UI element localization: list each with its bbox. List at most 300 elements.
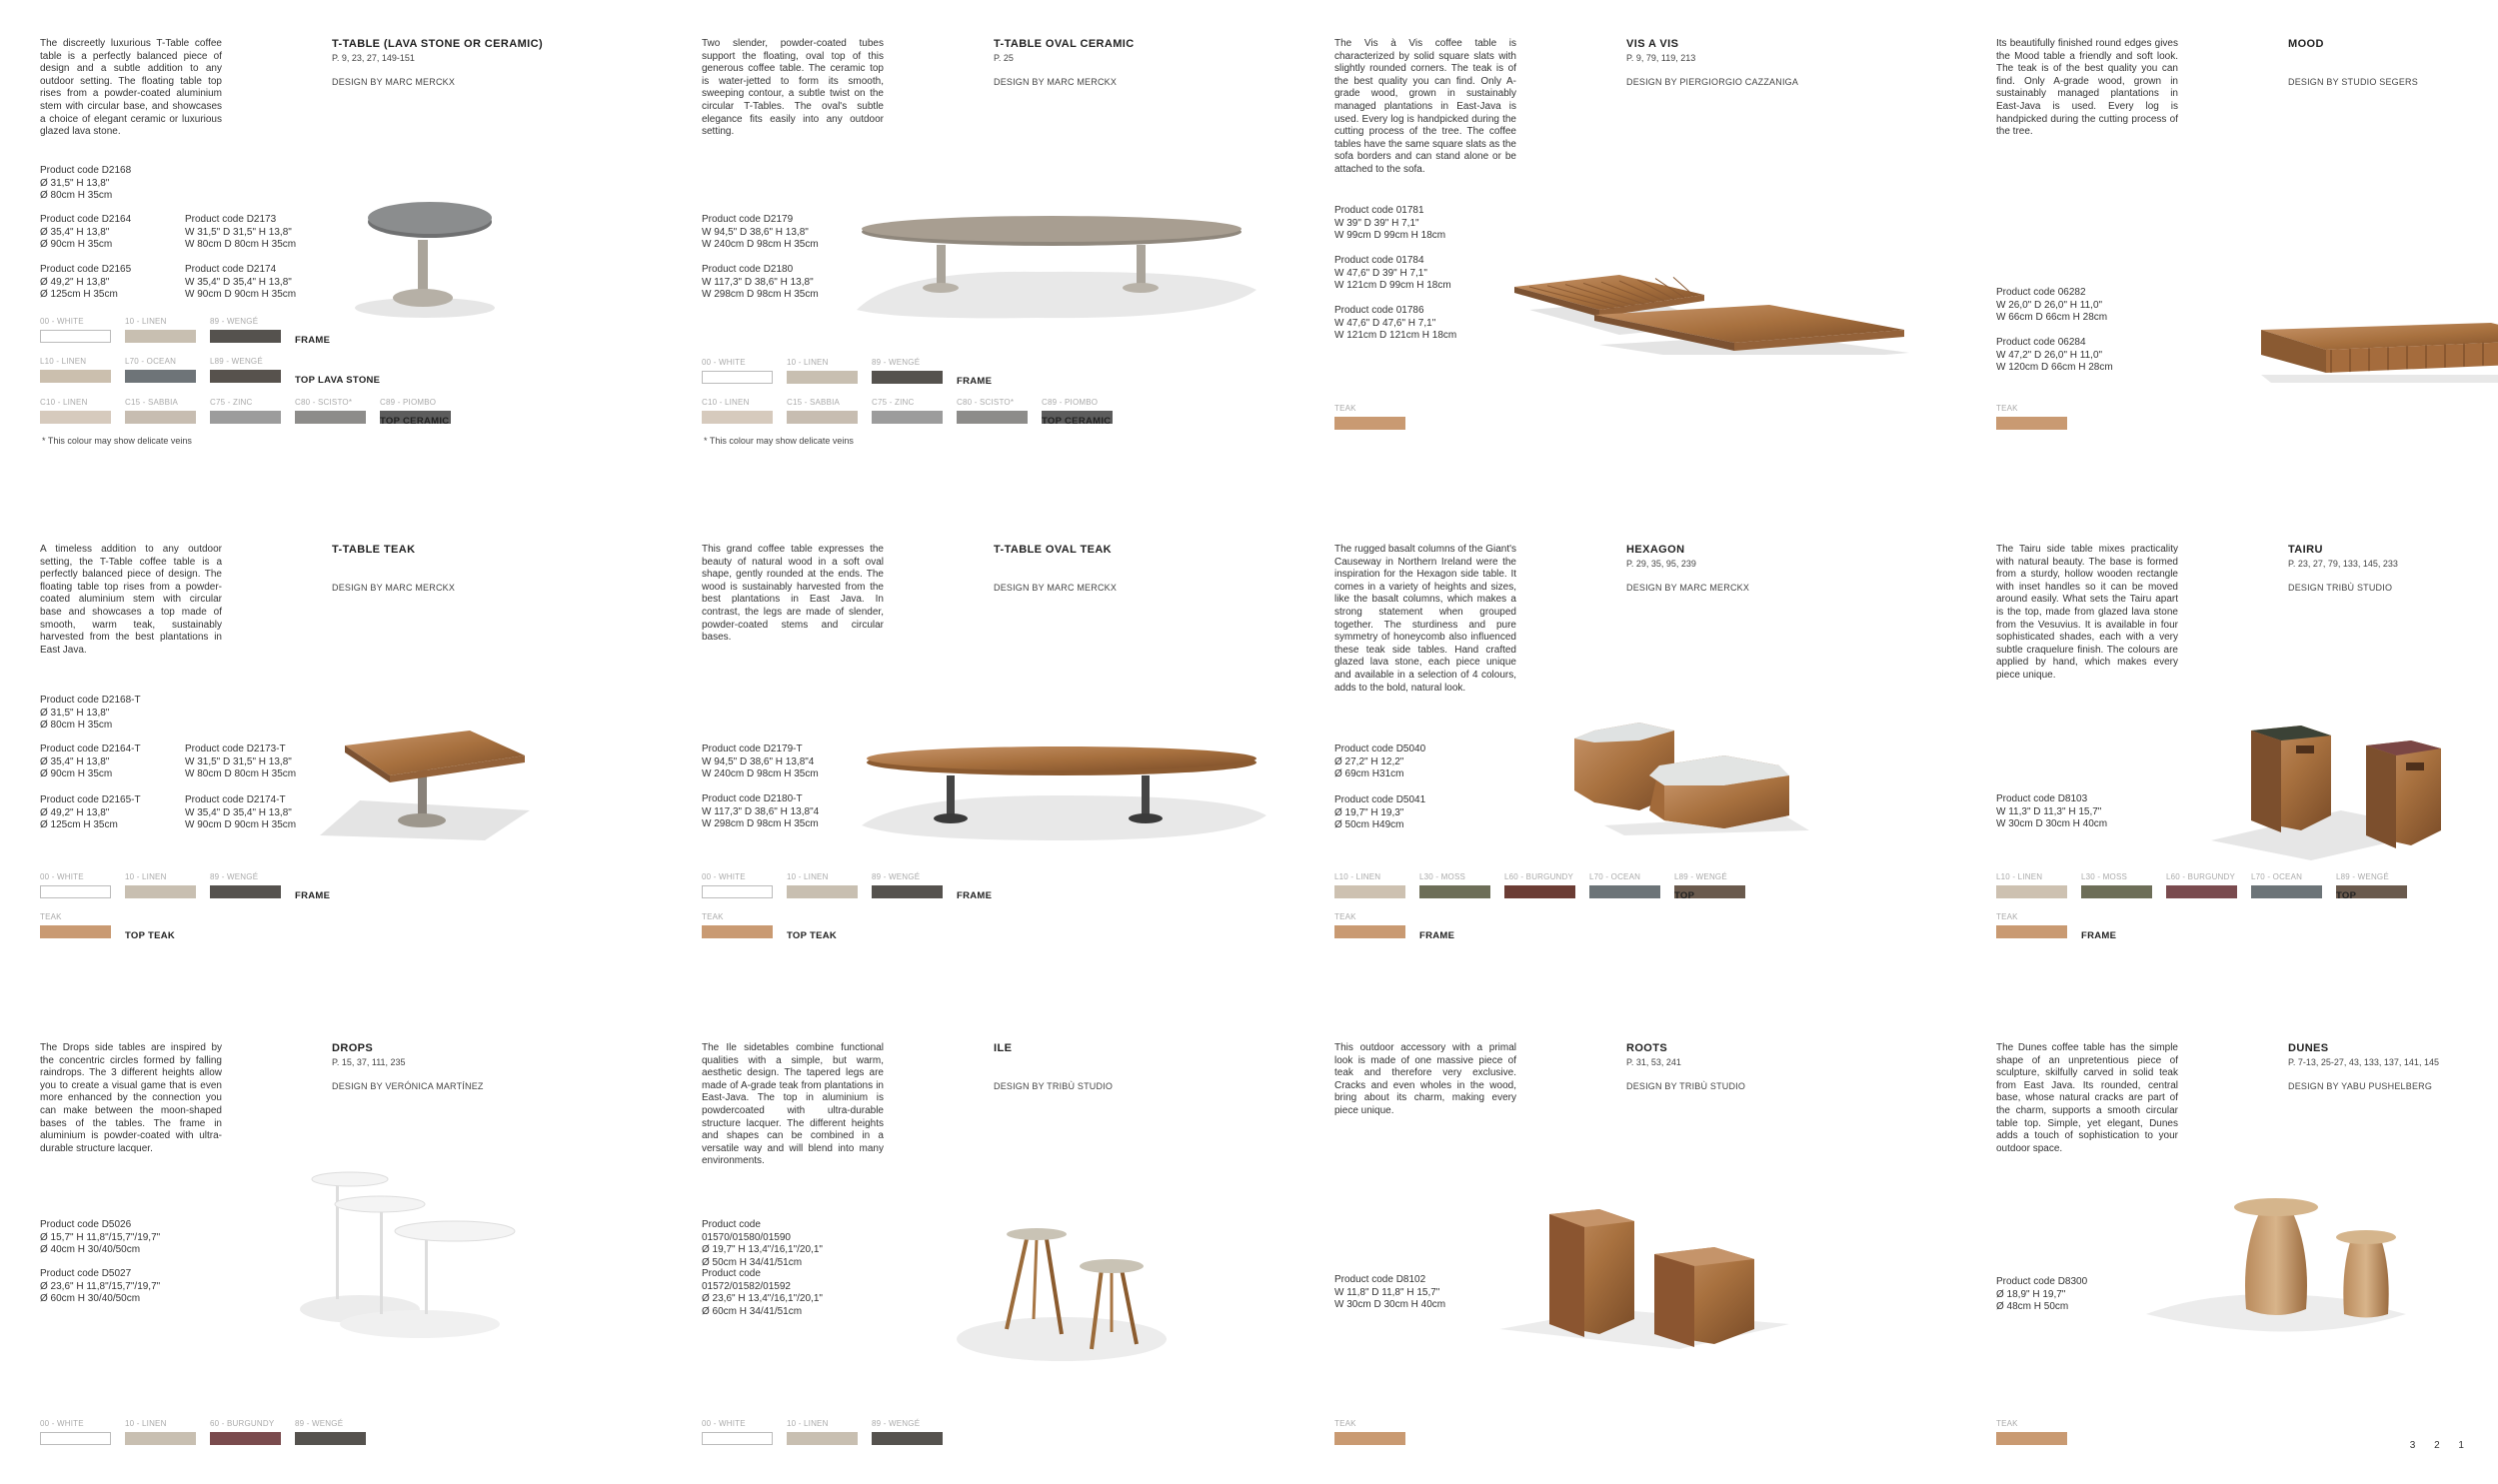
swatch-label: 00 - WHITE xyxy=(40,317,84,326)
colour-note: * This colour may show delicate veins xyxy=(42,436,192,446)
page-numbers: 3 2 1 xyxy=(2409,1440,2472,1451)
product-code-label: Product code 01570/01580/01590 xyxy=(702,1219,791,1243)
color-swatch xyxy=(295,1419,366,1445)
swatch-label: C15 - SABBIA xyxy=(125,398,179,407)
swatch-row-label: TOP CERAMIC xyxy=(1042,416,1112,427)
swatch-label: 00 - WHITE xyxy=(40,1419,84,1428)
swatch-label: 89 - WENGÉ xyxy=(210,872,259,881)
product-title: DROPS xyxy=(332,1042,374,1054)
product-code xyxy=(40,794,190,832)
color-swatch xyxy=(702,912,773,938)
product-code-label: Product code D5040 xyxy=(1334,743,1426,754)
product-image xyxy=(1509,255,1914,360)
product-pages: P. 25 xyxy=(994,53,1014,63)
swatch-row-label: TOP TEAK xyxy=(125,930,176,941)
swatch-color xyxy=(957,411,1028,424)
product-title: T-TABLE OVAL CERAMIC xyxy=(994,38,1135,50)
swatch-label: 89 - WENGÉ xyxy=(872,1419,921,1428)
product-description: The Ile sidetables combine functional qualities with a simple, but warm, aesthetic design. The tapered legs are made of A-grade teak from plantations in East-Java. The top in aluminium is powdercoated with ultra-durable structure lacquer. The different heights and shapes can be combined in a versatile way and will blend into many environments. xyxy=(702,1042,884,1167)
product-roots xyxy=(1294,1004,1918,1484)
product-code xyxy=(40,1219,190,1257)
product-header xyxy=(2288,1042,2498,1091)
swatch-label: L10 - LINEN xyxy=(40,357,87,366)
product-code-label: Product code D2173 xyxy=(185,214,277,225)
product-image xyxy=(280,1169,530,1354)
product-description: The Dunes coffee table has the simple shape of an unpretentious piece of sculpture, skilfully carved in solid teak from East Java. Its rounded, central base, whose natural cracks are part of the charm, supports a smooth circular table top. Simple, yet elegant, Dunes adds a touch of sophistication to your outdoor space. xyxy=(1996,1042,2178,1154)
product-code xyxy=(1334,205,1484,243)
product-mood xyxy=(1956,0,2498,495)
product-dimension: W 298cm D 98cm H 35cm xyxy=(702,289,819,301)
product-dimension: W 35,4" D 35,4" H 13,8" xyxy=(185,276,292,288)
swatch-label: C15 - SABBIA xyxy=(787,398,841,407)
swatch-color xyxy=(1996,417,2067,430)
product-vis-a-vis xyxy=(1294,0,1918,495)
product-designer: DESIGN BY STUDIO SEGERS xyxy=(2288,77,2418,87)
swatch-color xyxy=(702,925,773,938)
product-dimension: Ø 50cm H49cm xyxy=(1334,819,1404,831)
product-dimension: Ø 35,4" H 13,8" xyxy=(40,755,110,767)
product-code xyxy=(40,214,190,252)
product-header xyxy=(994,544,1278,593)
product-tairu xyxy=(1956,506,2498,1000)
product-t-table-oval-teak xyxy=(662,506,1285,1000)
swatch-label: TEAK xyxy=(1996,1419,2018,1428)
color-swatch xyxy=(295,398,366,424)
product-dimension: Ø 27,2" H 12,2" xyxy=(1334,755,1404,767)
product-code-label: Product code D2173-T xyxy=(185,743,286,754)
product-dimension: W 80cm D 80cm H 35cm xyxy=(185,768,297,780)
product-dimension: Ø 69cm H31cm xyxy=(1334,768,1404,780)
product-code xyxy=(1334,794,1484,832)
product-code xyxy=(702,793,852,831)
product-dimension: Ø 18,9" H 19,7" xyxy=(1996,1288,2066,1300)
swatch-label: L89 - WENGÉ xyxy=(1674,872,1727,881)
swatch-color xyxy=(787,411,858,424)
product-description: A timeless addition to any outdoor setting, the T-Table coffee table is a perfectly balanced piece of design. The floating table top rises from a powder-coated aluminium stem with circular base and showcases a top made of smooth, warm teak, sustainably harvested from the best plantations in East Java. xyxy=(40,544,222,656)
product-code-label: Product code D2168 xyxy=(40,165,132,176)
color-swatch xyxy=(787,398,858,424)
swatch-label: L70 - OCEAN xyxy=(2251,872,2303,881)
product-dimension: W 121cm D 99cm H 18cm xyxy=(1334,280,1451,292)
color-swatch xyxy=(1996,912,2067,938)
product-code-label: Product code 01781 xyxy=(1334,205,1424,216)
swatch-color xyxy=(210,330,281,343)
swatch-color xyxy=(1334,925,1405,938)
swatch-label: 00 - WHITE xyxy=(40,872,84,881)
product-designer: DESIGN BY TRIBÙ STUDIO xyxy=(994,1081,1114,1091)
swatch-color xyxy=(787,1432,858,1445)
product-title: DUNES xyxy=(2288,1042,2329,1054)
swatch-label: C89 - PIOMBO xyxy=(1042,398,1099,407)
swatch-color xyxy=(1589,885,1660,898)
product-title: HEXAGON xyxy=(1626,544,1685,556)
product-code-label: Product code D2165 xyxy=(40,264,132,275)
product-title: T-TABLE (LAVA STONE OR CERAMIC) xyxy=(332,38,544,50)
swatch-label: L89 - WENGÉ xyxy=(2336,872,2389,881)
product-image xyxy=(837,210,1276,325)
swatch-color xyxy=(295,411,366,424)
product-header xyxy=(1626,544,1911,593)
product-title: T-TABLE TEAK xyxy=(332,544,416,556)
swatch-color xyxy=(210,411,281,424)
product-pages: P. 9, 23, 27, 149-151 xyxy=(332,53,415,63)
product-code-label: Product code 06284 xyxy=(1996,337,2086,348)
product-dimension: Ø 23,6" H 13,4"/16,1"/20,1" xyxy=(702,1293,823,1305)
color-swatch xyxy=(1419,872,1490,898)
swatch-color xyxy=(1996,925,2067,938)
product-image xyxy=(1489,1199,1799,1364)
color-swatch xyxy=(1589,872,1660,898)
product-dimension: W 31,5" D 31,5" H 13,8" xyxy=(185,226,292,238)
swatch-color xyxy=(872,371,943,384)
swatch-color xyxy=(1334,1432,1405,1445)
product-dimension: W 90cm D 90cm H 35cm xyxy=(185,819,297,831)
product-pages: P. 29, 35, 95, 239 xyxy=(1626,559,1696,569)
product-code xyxy=(1996,1276,2146,1314)
product-designer: DESIGN BY MARC MERCKX xyxy=(994,583,1118,593)
swatch-label: 60 - BURGUNDY xyxy=(210,1419,275,1428)
product-code-label: Product code D2180 xyxy=(702,264,794,275)
swatch-label: L60 - BURGUNDY xyxy=(1504,872,1574,881)
swatch-label: C89 - PIOMBO xyxy=(380,398,437,407)
color-swatch xyxy=(125,872,196,898)
swatch-color xyxy=(125,411,196,424)
color-swatch xyxy=(872,358,943,384)
product-code xyxy=(702,1219,852,1269)
product-dimension: W 90cm D 90cm H 35cm xyxy=(185,289,297,301)
swatch-label: 10 - LINEN xyxy=(125,317,167,326)
product-code xyxy=(40,695,190,733)
swatch-color xyxy=(40,370,111,383)
swatch-label: 89 - WENGÉ xyxy=(872,358,921,367)
color-swatch xyxy=(872,398,943,424)
swatch-label: L10 - LINEN xyxy=(1334,872,1381,881)
product-image xyxy=(1564,721,1809,840)
product-description: The Vis à Vis coffee table is characterized by solid square slats with slightly rounded corners. The teak is of the best quality you can find. Only A-grade wood, grown in sustainably managed plantations in East-Java is used. Every log is handpicked during the cutting process of the tree. The coffee tables have the same square slats as the sofa borders and can stand alone or be attached to the sofa. xyxy=(1334,38,1516,175)
product-header xyxy=(1626,38,1911,87)
swatch-color xyxy=(2081,885,2152,898)
product-code xyxy=(702,1268,852,1318)
product-dimension: Ø 125cm H 35cm xyxy=(40,819,118,831)
product-dimension: W 39" D 39" H 7,1" xyxy=(1334,217,1419,229)
product-ile xyxy=(662,1004,1285,1484)
product-dimension: Ø 60cm H 34/41/51cm xyxy=(702,1305,803,1317)
product-hexagon xyxy=(1294,506,1918,1000)
product-dimension: W 94,5" D 38,6" H 13,8"4 xyxy=(702,755,815,767)
color-swatch xyxy=(1504,872,1575,898)
swatch-color xyxy=(1504,885,1575,898)
product-dimension: W 117,3" D 38,6" H 13,8"4 xyxy=(702,805,820,817)
product-code xyxy=(40,165,190,203)
product-dimension: Ø 23,6" H 11,8"/15,7"/19,7" xyxy=(40,1280,161,1292)
swatch-color xyxy=(872,411,943,424)
product-dimension: Ø 90cm H 35cm xyxy=(40,239,113,251)
product-description: Two slender, powder-coated tubes support the floating, oval top of this generous coffee table. The ceramic top is water-jetted to form its smooth, sweeping contour, a subtle twist on the circular T-Tables. The oval's subtle elegance fits easily into any outdoor setting. xyxy=(702,38,884,138)
color-swatch xyxy=(1334,912,1405,938)
product-dimension: Ø 15,7" H 11,8"/15,7"/19,7" xyxy=(40,1231,161,1243)
swatch-label: 00 - WHITE xyxy=(702,872,746,881)
product-description: The rugged basalt columns of the Giant's Causeway in Northern Ireland were the inspiration for the Hexagon side table. It comes in a variety of heights and sizes, like the basalt columns, which makes a strong statement when grouped together. The sturdiness and pure symmetry of honeycomb also influenced these teak side tables. Hand crafted glazed lava stone, each piece unique and available in a selection of 4 colours, adds to the bold, natural look. xyxy=(1334,544,1517,694)
product-description: Its beautifully finished round edges gives the Mood table a friendly and soft look. The teak is of the best quality you can find. Only A-grade wood, grown in sustainably managed plantations in East-Java is used. Every log is handpicked during the cutting process of the tree. xyxy=(1996,38,2178,138)
product-code-label: Product code D8103 xyxy=(1996,793,2088,804)
product-dimension: W 240cm D 98cm H 35cm xyxy=(702,768,819,780)
swatch-label: TEAK xyxy=(40,912,62,921)
color-swatch xyxy=(210,872,281,898)
swatch-color xyxy=(702,411,773,424)
product-t-table-teak xyxy=(0,506,624,1000)
product-dimension: Ø 90cm H 35cm xyxy=(40,768,113,780)
swatch-row-label: TOP xyxy=(1674,890,1695,901)
swatch-color xyxy=(40,925,111,938)
swatch-row-label: FRAME xyxy=(295,335,331,346)
product-image xyxy=(2241,295,2498,390)
product-header xyxy=(332,1042,617,1091)
product-dimension: W 117,3" D 38,6" H 13,8" xyxy=(702,276,814,288)
product-title: VIS A VIS xyxy=(1626,38,1679,50)
product-dimension: W 80cm D 80cm H 35cm xyxy=(185,239,297,251)
product-dimension: W 94,5" D 38,6" H 13,8" xyxy=(702,226,809,238)
product-designer: DESIGN BY VERÓNICA MARTÍNEZ xyxy=(332,1081,484,1091)
swatch-color xyxy=(125,370,196,383)
product-image xyxy=(852,741,1271,845)
product-code xyxy=(1334,1274,1484,1312)
color-swatch xyxy=(125,357,196,383)
product-code-label: Product code D2165-T xyxy=(40,794,141,805)
product-dimension: Ø 19,7" H 19,3" xyxy=(1334,806,1404,818)
product-dimension: W 35,4" D 35,4" H 13,8" xyxy=(185,806,292,818)
swatch-label: C10 - LINEN xyxy=(40,398,88,407)
product-header xyxy=(994,38,1278,87)
swatch-label: C80 - SCISTO* xyxy=(957,398,1015,407)
product-code-label: Product code D2174-T xyxy=(185,794,286,805)
color-swatch xyxy=(1334,404,1405,430)
product-code xyxy=(1334,305,1484,343)
swatch-color xyxy=(125,885,196,898)
colour-note: * This colour may show delicate veins xyxy=(704,436,854,446)
color-swatch xyxy=(1334,1419,1405,1445)
swatch-color xyxy=(1334,885,1405,898)
color-swatch xyxy=(787,358,858,384)
product-header xyxy=(994,1042,1278,1091)
swatch-color xyxy=(1996,885,2067,898)
color-swatch xyxy=(702,872,773,898)
product-dimension: Ø 49,2" H 13,8" xyxy=(40,276,110,288)
product-description: The discreetly luxurious T-Table coffee table is a perfectly balanced piece of design and a subtle addition to any outdoor setting. The floating table top rises from a powder-coated aluminium stem with circular base, and showcases a choice of elegant ceramic or luxurious glazed lava stone. xyxy=(40,38,222,138)
swatch-color xyxy=(2166,885,2237,898)
product-image xyxy=(952,1214,1192,1369)
swatch-color xyxy=(40,411,111,424)
color-swatch xyxy=(872,872,943,898)
swatch-label: 10 - LINEN xyxy=(125,1419,167,1428)
swatch-row-label: FRAME xyxy=(2081,930,2117,941)
swatch-label: 10 - LINEN xyxy=(125,872,167,881)
product-dimension: Ø 125cm H 35cm xyxy=(40,289,118,301)
product-code xyxy=(702,743,852,781)
swatch-color xyxy=(1334,417,1405,430)
color-swatch xyxy=(40,912,111,938)
color-swatch xyxy=(210,398,281,424)
product-code xyxy=(40,264,190,302)
swatch-row-label: FRAME xyxy=(295,890,331,901)
swatch-color xyxy=(872,1432,943,1445)
product-designer: DESIGN TRIBÙ STUDIO xyxy=(2288,583,2393,593)
product-header xyxy=(332,544,617,593)
product-image xyxy=(2201,721,2498,865)
product-description: The Tairu side table mixes practicality with natural beauty. The base is formed from a sturdy, hollow wooden rectangle with inset handles so it can be moved around easily. What sets the Tairu apart is the top, made from glazed lava stone from the Vesuvius. It is available in four sophisticated shades, each with a very subtle craquelure finish. The colours are applied by hand, which makes every piece unique. xyxy=(1996,544,2178,681)
product-title: MOOD xyxy=(2288,38,2324,50)
swatch-label: 10 - LINEN xyxy=(787,1419,829,1428)
swatch-label: 89 - WENGÉ xyxy=(295,1419,344,1428)
swatch-color xyxy=(1419,885,1490,898)
swatch-color xyxy=(125,330,196,343)
swatch-row-label: TOP xyxy=(2336,890,2357,901)
color-swatch xyxy=(2081,872,2152,898)
product-title: ILE xyxy=(994,1042,1013,1054)
color-swatch xyxy=(1996,404,2067,430)
swatch-label: 00 - WHITE xyxy=(702,1419,746,1428)
product-designer: DESIGN BY MARC MERCKX xyxy=(332,583,456,593)
product-designer: DESIGN BY MARC MERCKX xyxy=(994,77,1118,87)
product-dimension: W 11,8" D 11,8" H 15,7" xyxy=(1334,1286,1440,1298)
product-code-label: Product code D2164 xyxy=(40,214,132,225)
product-pages: P. 7-13, 25-27, 43, 133, 137, 141, 145 xyxy=(2288,1057,2439,1067)
swatch-color xyxy=(787,885,858,898)
product-dimension: Ø 31,5" H 13,8" xyxy=(40,177,110,189)
product-dimension: Ø 80cm H 35cm xyxy=(40,190,113,202)
product-dimension: W 66cm D 66cm H 28cm xyxy=(1996,312,2108,324)
swatch-color xyxy=(210,885,281,898)
color-swatch xyxy=(40,398,111,424)
product-designer: DESIGN BY MARC MERCKX xyxy=(1626,583,1750,593)
product-code-label: Product code D2164-T xyxy=(40,743,141,754)
product-pages: P. 15, 37, 111, 235 xyxy=(332,1057,406,1067)
swatch-label: TEAK xyxy=(1334,912,1356,921)
product-dimension: Ø 80cm H 35cm xyxy=(40,720,113,732)
product-code-label: Product code D2180-T xyxy=(702,793,803,804)
product-dimension: W 120cm D 66cm H 28cm xyxy=(1996,362,2113,374)
product-code xyxy=(40,743,190,781)
swatch-label: 89 - WENGÉ xyxy=(872,872,921,881)
swatch-color xyxy=(210,370,281,383)
swatch-color xyxy=(40,330,111,343)
product-description: This outdoor accessory with a primal look is made of one massive piece of teak and therefore very exclusive. Cracks and even wholes in the wood, bring about its charm, making every piece unique. xyxy=(1334,1042,1516,1116)
product-pages: P. 9, 79, 119, 213 xyxy=(1626,53,1696,63)
swatch-label: TEAK xyxy=(1996,404,2018,413)
product-image xyxy=(2146,1189,2416,1349)
product-dimension: W 30cm D 30cm H 40cm xyxy=(1996,818,2108,830)
swatch-label: C75 - ZINC xyxy=(210,398,253,407)
color-swatch xyxy=(787,1419,858,1445)
product-code xyxy=(1334,743,1484,781)
product-code-label: Product code D2174 xyxy=(185,264,277,275)
product-description: This grand coffee table expresses the beauty of natural wood in a soft oval shape, gently rounded at the ends. The wood is sustainably harvested from the best plantations in East Java. In contrast, the legs are made of slender, powder-coated stems and circular bases. xyxy=(702,544,884,644)
product-code-label: Product code D5041 xyxy=(1334,794,1426,805)
product-designer: DESIGN BY YABU PUSHELBERG xyxy=(2288,1081,2433,1091)
product-dimension: Ø 35,4" H 13,8" xyxy=(40,226,110,238)
product-code-label: Product code 01786 xyxy=(1334,305,1424,316)
product-dimension: Ø 60cm H 30/40/50cm xyxy=(40,1293,141,1305)
color-swatch xyxy=(702,398,773,424)
product-drops xyxy=(0,1004,624,1484)
swatch-label: L30 - MOSS xyxy=(2081,872,2128,881)
product-pages: P. 31, 53, 241 xyxy=(1626,1057,1681,1067)
color-swatch xyxy=(1996,1419,2067,1445)
swatch-row-label: TOP CERAMIC xyxy=(380,416,450,427)
product-dimension: W 47,6" D 39" H 7,1" xyxy=(1334,267,1427,279)
color-swatch xyxy=(125,317,196,343)
product-header xyxy=(2288,544,2498,593)
color-swatch xyxy=(125,398,196,424)
product-code-label: Product code D5027 xyxy=(40,1268,132,1279)
swatch-label: L89 - WENGÉ xyxy=(210,357,263,366)
color-swatch xyxy=(702,358,773,384)
product-dimension: Ø 19,7" H 13,4"/16,1"/20,1" xyxy=(702,1244,823,1256)
swatch-label: 10 - LINEN xyxy=(787,872,829,881)
swatch-color xyxy=(1996,1432,2067,1445)
product-header xyxy=(1626,1042,1911,1091)
swatch-label: 10 - LINEN xyxy=(787,358,829,367)
product-dimension: W 11,3" D 11,3" H 15,7" xyxy=(1996,805,2102,817)
product-dunes xyxy=(1956,1004,2498,1484)
swatch-row-label: TOP LAVA STONE xyxy=(295,375,381,386)
color-swatch xyxy=(40,872,111,898)
swatch-color xyxy=(702,885,773,898)
product-dimension: Ø 48cm H 50cm xyxy=(1996,1301,2069,1313)
product-dimension: W 121cm D 121cm H 18cm xyxy=(1334,330,1457,342)
product-code xyxy=(40,1268,190,1306)
product-dimension: Ø 50cm H 34/41/51cm xyxy=(702,1256,803,1268)
color-swatch xyxy=(210,317,281,343)
product-code xyxy=(1996,287,2146,325)
swatch-label: L10 - LINEN xyxy=(1996,872,2043,881)
product-code-label: Product code 01784 xyxy=(1334,255,1424,266)
product-dimension: W 47,2" D 26,0" H 11,0" xyxy=(1996,349,2103,361)
color-swatch xyxy=(40,317,111,343)
product-code xyxy=(185,214,335,252)
color-swatch xyxy=(210,1419,281,1445)
swatch-label: 00 - WHITE xyxy=(702,358,746,367)
swatch-color xyxy=(872,885,943,898)
swatch-label: L70 - OCEAN xyxy=(1589,872,1641,881)
product-dimension: W 298cm D 98cm H 35cm xyxy=(702,818,819,830)
swatch-label: L60 - BURGUNDY xyxy=(2166,872,2236,881)
product-code xyxy=(185,794,335,832)
product-dimension: W 31,5" D 31,5" H 13,8" xyxy=(185,755,292,767)
product-image xyxy=(340,180,520,325)
product-designer: DESIGN BY PIERGIORGIO CAZZANIGA xyxy=(1626,77,1799,87)
product-header xyxy=(332,38,617,87)
product-designer: DESIGN BY MARC MERCKX xyxy=(332,77,456,87)
product-dimension: W 26,0" D 26,0" H 11,0" xyxy=(1996,299,2103,311)
swatch-row-label: FRAME xyxy=(1419,930,1455,941)
product-code xyxy=(702,214,852,252)
swatch-label: L30 - MOSS xyxy=(1419,872,1466,881)
product-t-table-lava xyxy=(0,0,624,495)
product-code xyxy=(1334,255,1484,293)
color-swatch xyxy=(2251,872,2322,898)
swatch-color xyxy=(210,1432,281,1445)
product-title: ROOTS xyxy=(1626,1042,1668,1054)
product-image xyxy=(320,726,530,845)
color-swatch xyxy=(40,357,111,383)
swatch-color xyxy=(40,1432,111,1445)
product-designer: DESIGN BY TRIBÙ STUDIO xyxy=(1626,1081,1746,1091)
product-code-label: Product code D2168-T xyxy=(40,695,141,706)
product-pages: P. 23, 27, 79, 133, 145, 233 xyxy=(2288,559,2398,569)
product-code-label: Product code 01572/01582/01592 xyxy=(702,1268,791,1292)
product-code-label: Product code D2179 xyxy=(702,214,794,225)
swatch-color xyxy=(2251,885,2322,898)
